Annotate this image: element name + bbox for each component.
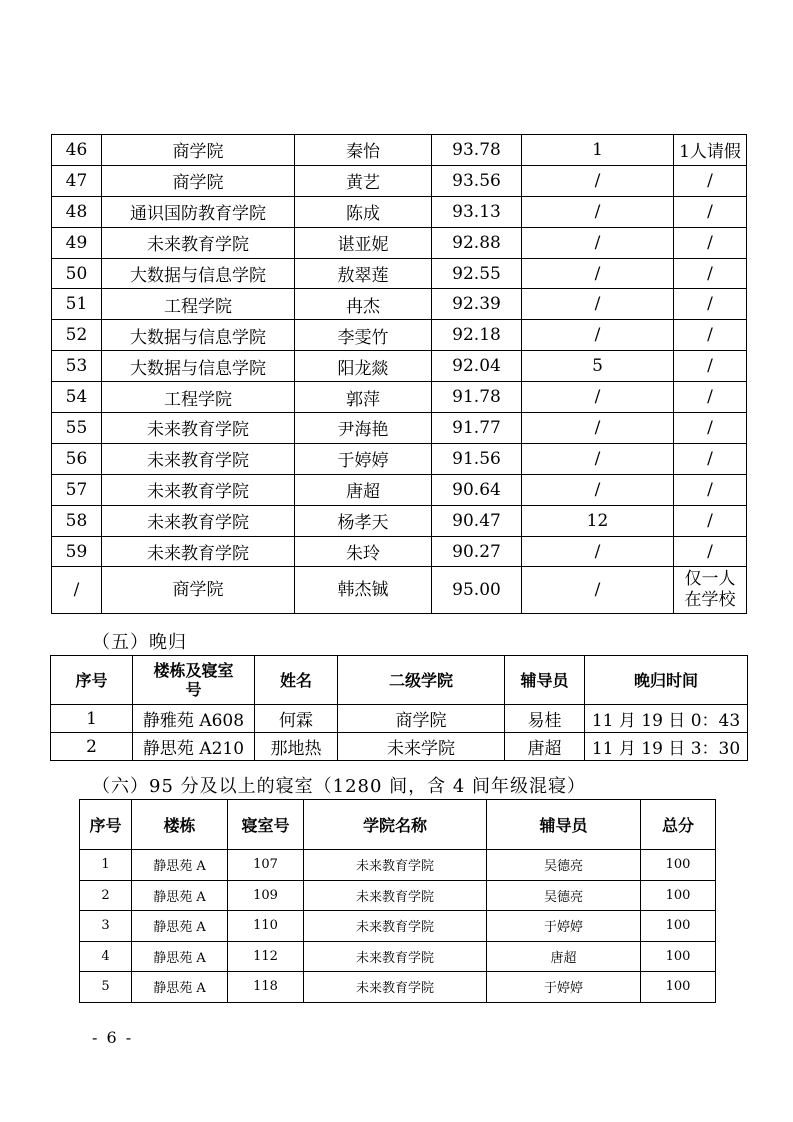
table-row bbox=[52, 351, 747, 382]
dorm-ranking-table bbox=[51, 134, 747, 614]
cell-name: 谌亚妮 bbox=[295, 227, 432, 258]
cell-note: / bbox=[674, 505, 747, 536]
table-row bbox=[52, 505, 747, 536]
header-name: 姓名 bbox=[255, 656, 338, 705]
high-score-dorm-table bbox=[79, 799, 716, 1003]
cell-note: / bbox=[674, 382, 747, 413]
cell-score: 93.78 bbox=[432, 135, 522, 166]
cell-name: 郭萍 bbox=[295, 382, 432, 413]
cell-building: 静思苑 A bbox=[132, 941, 228, 972]
cell-score: 93.56 bbox=[432, 165, 522, 196]
cell-counselor: 唐超 bbox=[487, 941, 641, 972]
cell-count: / bbox=[522, 289, 674, 320]
cell-no: 48 bbox=[52, 196, 102, 227]
cell-note: / bbox=[674, 258, 747, 289]
cell-room: 112 bbox=[228, 941, 304, 972]
table-header-row bbox=[80, 800, 716, 850]
cell-name: 何霖 bbox=[255, 705, 338, 733]
header-room bbox=[133, 656, 255, 705]
cell-counselor: 吴德亮 bbox=[487, 880, 641, 911]
cell-note: / bbox=[674, 536, 747, 567]
cell-name: 黄艺 bbox=[295, 165, 432, 196]
table-row bbox=[52, 474, 747, 505]
cell-score: 91.77 bbox=[432, 413, 522, 444]
header-building: 楼栋 bbox=[132, 800, 228, 850]
cell-no: 46 bbox=[52, 135, 102, 166]
cell-score: 92.04 bbox=[432, 351, 522, 382]
table-row bbox=[52, 320, 747, 351]
header-room-line2: 号 bbox=[185, 680, 202, 699]
cell-count: 1 bbox=[522, 135, 674, 166]
table-row bbox=[51, 705, 748, 733]
cell-college: 未来教育学院 bbox=[304, 941, 487, 972]
cell-college: 未来教育学院 bbox=[102, 474, 295, 505]
cell-college: 大数据与信息学院 bbox=[102, 351, 295, 382]
table-row bbox=[80, 880, 716, 911]
late-return-table bbox=[50, 655, 748, 761]
cell-no: 1 bbox=[80, 850, 132, 881]
cell-count: 5 bbox=[522, 351, 674, 382]
cell-name: 陈成 bbox=[295, 196, 432, 227]
cell-score: 90.27 bbox=[432, 536, 522, 567]
cell-score: 95.00 bbox=[432, 567, 522, 614]
cell-count: / bbox=[522, 567, 674, 614]
cell-no: 53 bbox=[52, 351, 102, 382]
cell-building: 静思苑 A bbox=[132, 972, 228, 1003]
cell-score: 90.47 bbox=[432, 505, 522, 536]
cell-note-line2: 在学校 bbox=[684, 590, 736, 611]
cell-count: / bbox=[522, 165, 674, 196]
header-time: 晚归时间 bbox=[585, 656, 748, 705]
cell-name: 唐超 bbox=[295, 474, 432, 505]
cell-name: 朱玲 bbox=[295, 536, 432, 567]
cell-counselor: 于婷婷 bbox=[487, 911, 641, 942]
cell-college: 未来教育学院 bbox=[304, 972, 487, 1003]
cell-count: / bbox=[522, 413, 674, 444]
table-row bbox=[52, 443, 747, 474]
cell-total: 100 bbox=[641, 850, 716, 881]
cell-total: 100 bbox=[641, 972, 716, 1003]
cell-no: / bbox=[52, 567, 102, 614]
table-row bbox=[80, 850, 716, 881]
cell-counselor: 唐超 bbox=[505, 733, 585, 761]
cell-note: / bbox=[674, 351, 747, 382]
cell-college: 商学院 bbox=[102, 567, 295, 614]
cell-counselor: 易桂 bbox=[505, 705, 585, 733]
cell-no: 58 bbox=[52, 505, 102, 536]
header-total: 总分 bbox=[641, 800, 716, 850]
cell-score: 92.18 bbox=[432, 320, 522, 351]
cell-name: 杨孝天 bbox=[295, 505, 432, 536]
cell-count: / bbox=[522, 320, 674, 351]
cell-counselor: 于婷婷 bbox=[487, 972, 641, 1003]
cell-note: / bbox=[674, 474, 747, 505]
header-counselor: 辅导员 bbox=[487, 800, 641, 850]
cell-name: 于婷婷 bbox=[295, 443, 432, 474]
cell-room: 静雅苑 A608 bbox=[133, 705, 255, 733]
cell-score: 92.88 bbox=[432, 227, 522, 258]
header-counselor: 辅导员 bbox=[505, 656, 585, 705]
cell-count: / bbox=[522, 474, 674, 505]
table-row bbox=[52, 227, 747, 258]
cell-name: 阳龙燚 bbox=[295, 351, 432, 382]
cell-no: 2 bbox=[51, 733, 133, 761]
cell-no: 49 bbox=[52, 227, 102, 258]
cell-building: 静思苑 A bbox=[132, 880, 228, 911]
cell-college: 工程学院 bbox=[102, 289, 295, 320]
cell-college: 未来教育学院 bbox=[304, 911, 487, 942]
cell-room: 107 bbox=[228, 850, 304, 881]
cell-note bbox=[674, 567, 747, 614]
cell-no: 1 bbox=[51, 705, 133, 733]
section-late-return-title: （五）晚归 bbox=[92, 632, 187, 653]
cell-no: 51 bbox=[52, 289, 102, 320]
cell-score: 91.78 bbox=[432, 382, 522, 413]
cell-counselor: 吴德亮 bbox=[487, 850, 641, 881]
section-high-score-title: （六）95 分及以上的寝室（1280 间，含 4 间年级混寝） bbox=[92, 776, 587, 797]
page-number: - 6 - bbox=[92, 1028, 134, 1047]
cell-no: 3 bbox=[80, 911, 132, 942]
cell-score: 91.56 bbox=[432, 443, 522, 474]
cell-count: / bbox=[522, 258, 674, 289]
cell-no: 59 bbox=[52, 536, 102, 567]
cell-time: 11 月 19 日 0：43 bbox=[585, 705, 748, 733]
cell-note: / bbox=[674, 289, 747, 320]
cell-college: 未来学院 bbox=[338, 733, 505, 761]
cell-score: 92.55 bbox=[432, 258, 522, 289]
cell-note: / bbox=[674, 413, 747, 444]
header-college: 二级学院 bbox=[338, 656, 505, 705]
cell-college: 大数据与信息学院 bbox=[102, 258, 295, 289]
cell-no: 57 bbox=[52, 474, 102, 505]
cell-total: 100 bbox=[641, 911, 716, 942]
table-row bbox=[51, 733, 748, 761]
cell-room: 109 bbox=[228, 880, 304, 911]
cell-no: 50 bbox=[52, 258, 102, 289]
cell-note: / bbox=[674, 443, 747, 474]
header-room: 寝室号 bbox=[228, 800, 304, 850]
table-row bbox=[52, 413, 747, 444]
cell-count: / bbox=[522, 443, 674, 474]
cell-score: 90.64 bbox=[432, 474, 522, 505]
cell-count: / bbox=[522, 196, 674, 227]
cell-college: 商学院 bbox=[102, 135, 295, 166]
cell-name: 冉杰 bbox=[295, 289, 432, 320]
cell-name: 李雯竹 bbox=[295, 320, 432, 351]
cell-score: 93.13 bbox=[432, 196, 522, 227]
cell-room: 静思苑 A210 bbox=[133, 733, 255, 761]
cell-no: 2 bbox=[80, 880, 132, 911]
cell-college: 商学院 bbox=[102, 165, 295, 196]
table-row bbox=[52, 196, 747, 227]
cell-room: 110 bbox=[228, 911, 304, 942]
cell-college: 未来教育学院 bbox=[102, 536, 295, 567]
cell-total: 100 bbox=[641, 941, 716, 972]
table-row bbox=[52, 536, 747, 567]
table-row bbox=[80, 911, 716, 942]
cell-note-line1: 仅一人 bbox=[684, 569, 736, 590]
cell-college: 商学院 bbox=[338, 705, 505, 733]
cell-building: 静思苑 A bbox=[132, 911, 228, 942]
cell-college: 未来教育学院 bbox=[102, 505, 295, 536]
cell-name: 韩杰铖 bbox=[295, 567, 432, 614]
cell-count: 12 bbox=[522, 505, 674, 536]
cell-count: / bbox=[522, 536, 674, 567]
cell-total: 100 bbox=[641, 880, 716, 911]
cell-no: 5 bbox=[80, 972, 132, 1003]
cell-college: 未来教育学院 bbox=[102, 227, 295, 258]
cell-no: 56 bbox=[52, 443, 102, 474]
table-row bbox=[80, 941, 716, 972]
cell-score: 92.39 bbox=[432, 289, 522, 320]
cell-name: 尹海艳 bbox=[295, 413, 432, 444]
cell-college: 工程学院 bbox=[102, 382, 295, 413]
table-header-row bbox=[51, 656, 748, 705]
header-room-line1: 楼栋及寝室 bbox=[153, 661, 234, 680]
cell-count: / bbox=[522, 382, 674, 413]
cell-no: 52 bbox=[52, 320, 102, 351]
header-no: 序号 bbox=[80, 800, 132, 850]
cell-building: 静思苑 A bbox=[132, 850, 228, 881]
table-row bbox=[52, 135, 747, 166]
cell-room: 118 bbox=[228, 972, 304, 1003]
cell-no: 47 bbox=[52, 165, 102, 196]
cell-count: / bbox=[522, 227, 674, 258]
cell-no: 54 bbox=[52, 382, 102, 413]
cell-no: 55 bbox=[52, 413, 102, 444]
header-no: 序号 bbox=[51, 656, 133, 705]
cell-name: 敖翠莲 bbox=[295, 258, 432, 289]
cell-college: 大数据与信息学院 bbox=[102, 320, 295, 351]
header-college: 学院名称 bbox=[304, 800, 487, 850]
table-row bbox=[52, 567, 747, 614]
cell-note: / bbox=[674, 320, 747, 351]
cell-note: / bbox=[674, 165, 747, 196]
cell-college: 通识国防教育学院 bbox=[102, 196, 295, 227]
cell-college: 未来教育学院 bbox=[102, 443, 295, 474]
table-row bbox=[52, 382, 747, 413]
cell-name: 那地热 bbox=[255, 733, 338, 761]
table-row bbox=[80, 972, 716, 1003]
cell-note: 1人请假 bbox=[674, 135, 747, 166]
cell-college: 未来教育学院 bbox=[304, 880, 487, 911]
cell-college: 未来教育学院 bbox=[304, 850, 487, 881]
cell-name: 秦怡 bbox=[295, 135, 432, 166]
cell-time: 11 月 19 日 3：30 bbox=[585, 733, 748, 761]
table-row bbox=[52, 165, 747, 196]
cell-note: / bbox=[674, 227, 747, 258]
table-row bbox=[52, 289, 747, 320]
cell-no: 4 bbox=[80, 941, 132, 972]
cell-college: 未来教育学院 bbox=[102, 413, 295, 444]
table-row bbox=[52, 258, 747, 289]
cell-note: / bbox=[674, 196, 747, 227]
